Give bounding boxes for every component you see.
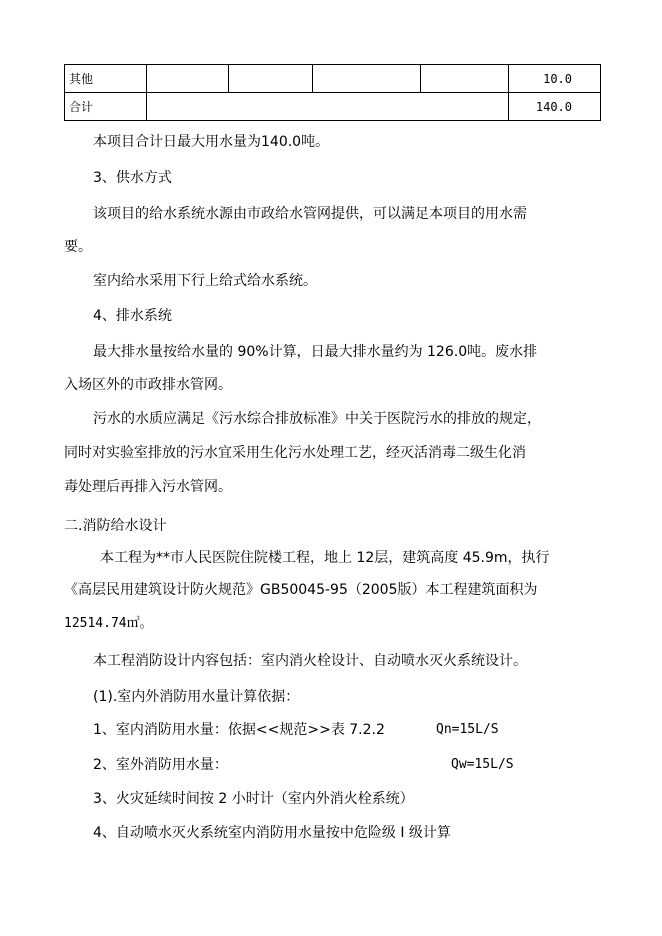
subheading-water-calculation: (1).室内外消防用水量计算依据：: [93, 689, 300, 705]
paragraph-project-line1: 本工程为**市人民医院住院楼工程，地上 12层，建筑高度 45.9m，执行: [100, 550, 550, 566]
heading-water-supply-mode: 3、供水方式: [93, 170, 172, 186]
table-cell-name: 合计: [65, 93, 147, 121]
list-item-sprinkler-hazard: 4、自动喷水灭火系统室内消防用水量按中危险级 I 级计算: [93, 825, 451, 841]
table-cell-name: 其他: [65, 65, 147, 93]
list-item-indoor-water: 1、室内消防用水量：依据<<规范>>表 7.2.2: [93, 722, 385, 738]
paragraph-indoor-supply: 室内给水采用下行上给式给水系统。: [93, 273, 317, 289]
table-cell-total: 10.0: [509, 65, 601, 93]
water-usage-table: [64, 64, 601, 121]
list-item-outdoor-water: 2、室外消防用水量：: [93, 757, 228, 773]
paragraph-drainage-line1: 最大排水量按给水量的 90%计算，日最大排水量约为 126.0吨。废水排: [93, 344, 538, 360]
paragraph-sewage-line1: 污水的水质应满足《污水综合排放标准》中关于医院污水的排放的规定，: [93, 411, 541, 427]
list-item-fire-duration: 3、火灾延续时间按 2 小时计（室内外消火栓系统）: [93, 791, 414, 807]
paragraph-water-source-line1: 该项目的给水系统水源由市政给水管网提供，可以满足本项目的用水需: [93, 206, 527, 222]
table-row-sum: [65, 93, 601, 121]
table-row-other: [65, 65, 601, 93]
section-title-fire-water: 二.消防给水设计: [64, 518, 167, 534]
paragraph-sewage-line2: 同时对实验室排放的污水宜采用生化污水处理工艺，经灭活消毒二级生化消: [64, 445, 526, 461]
outdoor-flow-value: Qw=15L/S: [451, 757, 514, 772]
paragraph-project-line2: 《高层民用建筑设计防火规范》GB50045-95（2005版）本工程建筑面积为: [64, 582, 538, 598]
indoor-flow-value: Qn=15L/S: [436, 722, 499, 737]
paragraph-drainage-line2: 入场区外的市政排水管网。: [64, 377, 232, 393]
paragraph-sewage-line3: 毒处理后再排入污水管网。: [64, 479, 232, 495]
paragraph-project-line3: 12514.74㎡。: [64, 616, 153, 631]
paragraph-daily-max-water: 本项目合计日最大用水量为140.0吨。: [93, 134, 330, 150]
paragraph-fire-design-scope: 本工程消防设计内容包括：室内消火栓设计、自动喷水灭火系统设计。: [93, 653, 527, 669]
table-cell-total: 140.0: [509, 93, 601, 121]
heading-drainage-system: 4、排水系统: [93, 308, 172, 324]
paragraph-water-source-line2: 要。: [64, 239, 92, 255]
